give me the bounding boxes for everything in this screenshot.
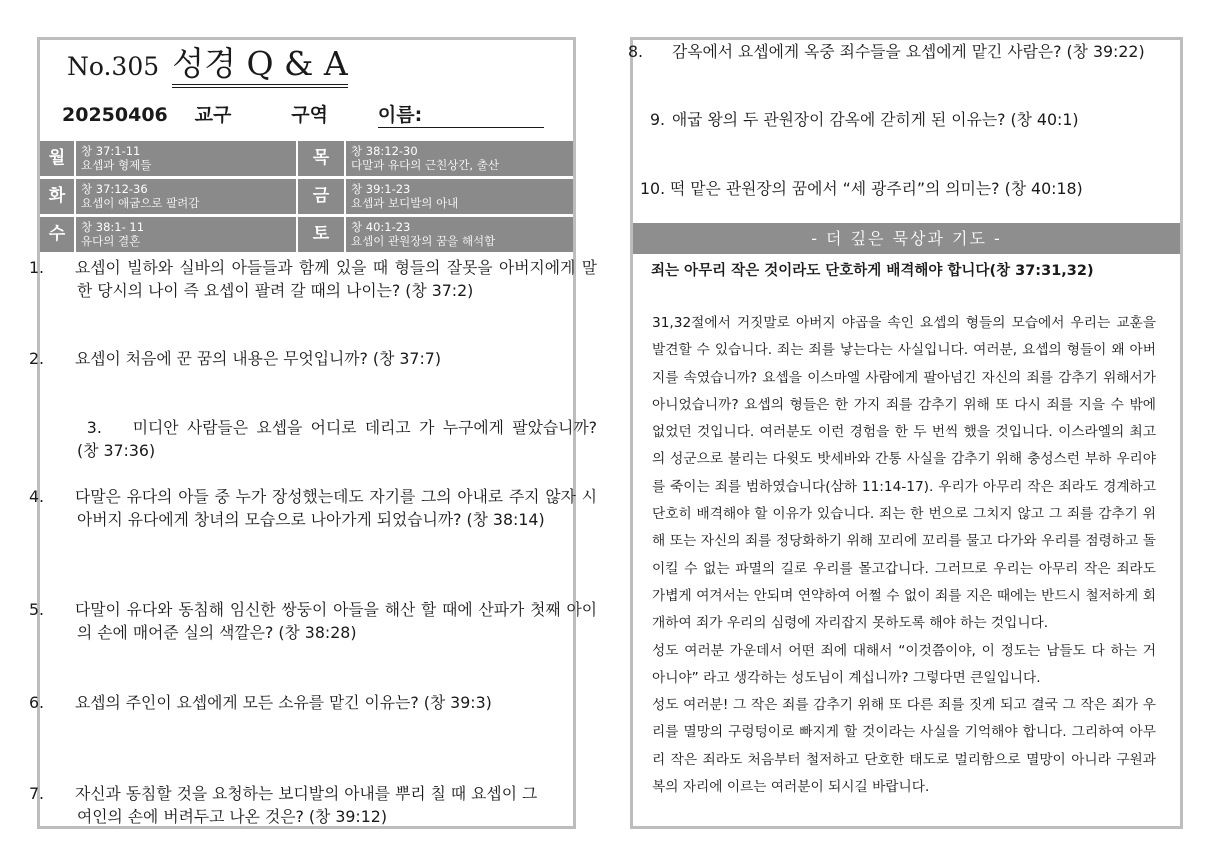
question-number: 7. [29, 784, 45, 803]
question-4 [29, 485, 597, 531]
schedule-entry-wed [76, 217, 296, 252]
meditation-heading: 죄는 아무리 작은 것이라도 단호하게 배격해야 합니다(창 37:31,32) [651, 263, 1094, 279]
reading-schedule [40, 141, 573, 253]
date-label: 20250406 [62, 104, 168, 126]
day-thu: 목 [298, 141, 344, 176]
meditation-paragraph: 31,32절에서 거짓말로 아버지 야곱을 속인 요셉의 형들의 모습에서 우리는 교훈을 발견할 수 있습니다. 죄는 죄를 낳는다는 사실입니다. 여러분, 요셉의 형들이 왜 아버지를 속였습니까? 요셉을 이스마엘 사람에게 팔아넘긴 자신의 죄를 감추기 위해서가 아니었습니까? 요셉의 형들은 한 가지 죄를 감추기 위해 또 다시 죄를 지을 수 밖에 없었던 것입니다. 여러분도 이런 경험을 한 두 번씩 했을 것입니다. 이스라엘의 최고의 성군으로 불리는 다윗도 밧세바와 간통 사실을 감추기 위해 충성스런 부하 우리야를 죽이는 죄를 범하였습니다(삼하 11:14-17). 우리가 아무리 작은 죄라도 경계하고 단호히 배격해야 할 이유가 있습니다. 죄는 한 번으로 그치지 않고 그 죄를 감추기 위해 또는 자신의 죄를 정당화하기 위해 꼬리에 꼬리를 물고 다가와 우리를 점령하고 돌이킬 수 없는 파멸의 길로 우리를 몰고갑니다. 그러므로 우리는 아무리 작은 죄라도 가볍게 여겨서는 안되며 연약하여 어쩔 수 없이 죄를 지은 때에는 반드시 철저하게 회개하여 죄가 우리의 심령에 자리잡지 못하도록 해야 하는 것입니다. [652, 315, 1156, 632]
schedule-entry-thu [346, 141, 573, 176]
day-wed: 수 [40, 217, 74, 252]
question-5 [29, 598, 597, 644]
schedule-entry-mon [76, 141, 296, 176]
question-number: 10. [640, 179, 666, 198]
question-text: 요셉의 주인이 요셉에게 모든 소유를 맡긴 이유는? (창 39:3) [75, 693, 492, 712]
question-number: 5. [29, 600, 45, 619]
schedule-entry-sat [346, 217, 573, 252]
question-text: 다말이 유다와 동침해 임신한 쌍둥이 아들을 해산 할 때에 산파가 첫째 아이의 손에 매어준 실의 색깔은? (창 38:28) [75, 600, 597, 642]
question-1 [29, 256, 597, 302]
day-sat: 토 [298, 217, 344, 252]
left-page [29, 37, 628, 829]
question-7 [29, 782, 557, 828]
meditation-banner: - 더 깊은 묵상과 기도 - [633, 223, 1180, 254]
question-text: 요셉이 빌하와 실바의 아들들과 함께 있을 때 형들의 잘못을 아버지에게 말한 당시의 나이 즉 요셉이 팔려 갈 때의 나이는? (창 37:2) [75, 258, 597, 300]
question-text: 애굽 왕의 두 관원장이 감옥에 갇히게 된 이유는? (창 40:1) [672, 110, 1079, 129]
meditation-paragraph: 성도 여러분! 그 작은 죄를 감추기 위해 또 다른 죄를 짓게 되고 결국 그 작은 죄가 우리를 멸망의 구렁텅이로 빠지게 할 것이라는 사실을 기억해야 합니다. 그리하여 아무리 작은 죄라도 처음부터 철저하고 단호한 태도로 멀리함으로 멸망이 아니라 구원과 복의 자리에 이르는 여러분이 되시길 바랍니다. [652, 697, 1156, 796]
question-6 [29, 691, 597, 714]
name-field[interactable]: 이름: [378, 100, 544, 128]
question-text: 미디안 사람들은 요셉을 어디로 데리고 가 누구에게 팔았습니까? (창 37:36) [77, 418, 628, 460]
schedule-topic: 요셉이 관원장의 꿈을 해석함 [351, 234, 496, 248]
question-number: 9. [650, 110, 666, 129]
question-number: 3. [86, 418, 102, 437]
question-3 [53, 393, 628, 485]
question-text: 다말은 유다의 아들 중 누가 장성했는데도 자기를 그의 아내로 주지 않자 시아버지 유다에게 창녀의 모습으로 나아가게 되었습니까? (창 38:14) [75, 487, 597, 529]
issue-number: No.305 [67, 52, 160, 81]
schedule-ref: 창 38:12-30 [351, 144, 418, 158]
schedule-ref: 창 37:1-11 [81, 144, 141, 158]
schedule-ref: 창 38:1- 11 [81, 220, 145, 234]
question-number: 2. [29, 349, 45, 368]
district-label: 교구 [194, 104, 232, 126]
schedule-topic: 요셉과 형제들 [81, 158, 152, 172]
schedule-entry-fri [346, 179, 573, 214]
schedule-ref: 창 37:12-36 [81, 182, 148, 196]
question-number: 8. [628, 42, 644, 61]
question-text: 자신과 동침할 것을 요청하는 보디발의 아내를 뿌리 칠 때 요셉이 그 여인의 손에 버려두고 나온 것은? (창 39:12) [75, 784, 538, 826]
schedule-topic: 다말과 유다의 근친상간, 출산 [351, 158, 499, 172]
question-2 [29, 347, 597, 370]
day-tue: 화 [40, 179, 74, 214]
question-text: 요셉이 처음에 꾼 꿈의 내용은 무엇입니까? (창 37:7) [75, 349, 442, 368]
schedule-topic: 유다의 결혼 [81, 234, 141, 248]
page-title: 성경 Q & A [172, 44, 348, 88]
right-page [630, 37, 1183, 829]
title-row [67, 44, 348, 90]
schedule-topic: 요셉과 보디발의 아내 [351, 196, 459, 210]
schedule-topic: 요셉이 애굽으로 팔려감 [81, 196, 200, 210]
day-mon: 월 [40, 141, 74, 176]
question-10 [640, 177, 1170, 200]
zone-label: 구역 [291, 104, 328, 126]
meditation-paragraph: 성도 여러분 가운데서 어떤 죄에 대해서 “이것쯤이야, 이 정도는 남들도 다 하는 거 아니야” 라고 생각하는 성도님이 계십니까? 그렇다면 큰일입니다. [652, 642, 1156, 686]
question-number: 4. [29, 487, 45, 506]
day-fri: 금 [298, 179, 344, 214]
schedule-entry-tue [76, 179, 296, 214]
question-9 [650, 108, 1170, 131]
question-number: 6. [29, 693, 45, 712]
schedule-ref: 창 40:1-23 [351, 220, 411, 234]
question-text: 떡 맡은 관원장의 꿈에서 “세 광주리”의 의미는? (창 40:18) [670, 179, 1083, 198]
info-row [62, 100, 544, 128]
question-number: 1. [29, 258, 45, 277]
question-8 [628, 40, 1152, 63]
schedule-ref: 창 39:1-23 [351, 182, 411, 196]
question-text: 감옥에서 요셉에게 옥중 죄수들을 요셉에게 맡긴 사람은? (창 39:22) [672, 42, 1145, 61]
meditation-body [652, 310, 1156, 801]
